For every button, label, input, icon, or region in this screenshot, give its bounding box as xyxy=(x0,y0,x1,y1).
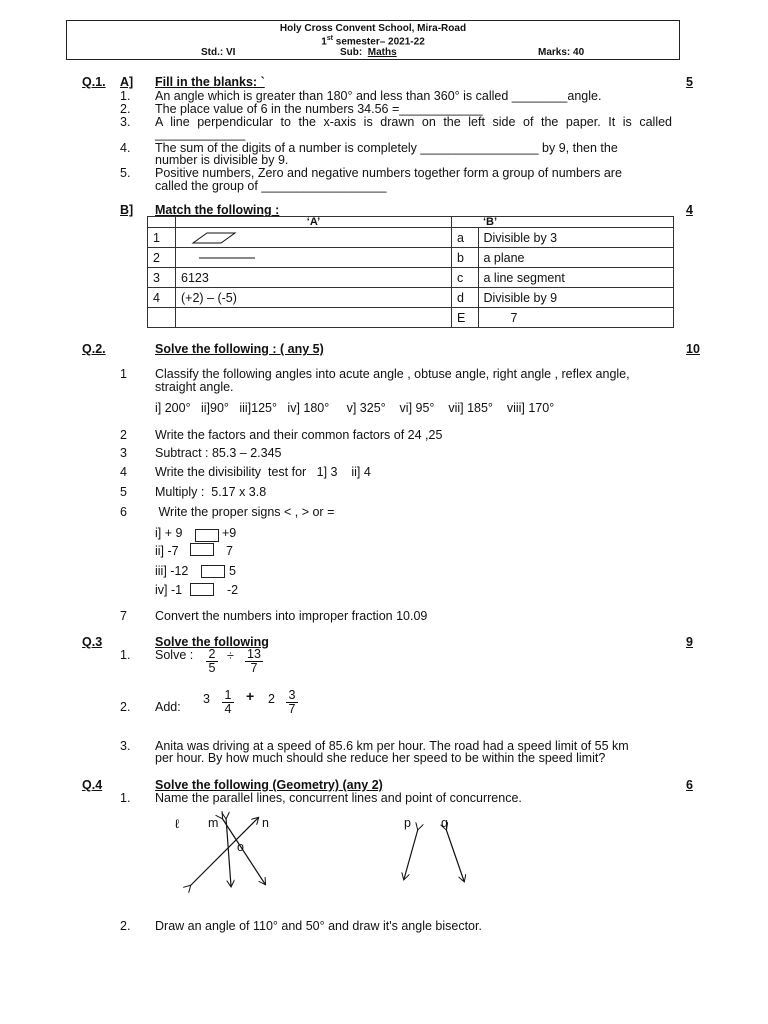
q1b-label: B] xyxy=(120,203,134,217)
row-letter: E xyxy=(452,308,479,328)
q4-item-text: Draw an angle of 110° and 50° and draw it's angle bisector. xyxy=(155,919,482,933)
q3-label: Q.3 xyxy=(82,635,103,649)
q2-label: Q.2. xyxy=(82,342,106,356)
q2-item-text: Classify the following angles into acute angle , obtuse angle, right angle , reflex angle, xyxy=(155,367,630,381)
q3-item-text: Anita was driving at a speed of 85.6 km per hour. The road had a speed limit of 55 km xyxy=(155,739,629,753)
q2-item-text: Subtract : 85.3 – 2.345 xyxy=(155,446,282,460)
q1a-title: Fill in the blanks: ` xyxy=(155,75,265,89)
row-letter: a xyxy=(452,228,479,248)
q4-item-num: 1. xyxy=(120,791,131,805)
q1-label: Q.1. xyxy=(82,75,106,89)
fraction: 2 5 xyxy=(206,648,218,675)
row-b-text: a line segment xyxy=(478,268,674,288)
plus-sign: + xyxy=(246,688,255,704)
sign-left: i] + 9 xyxy=(155,526,183,540)
sign-left: ii] -7 xyxy=(155,544,179,558)
q2-item-num: 7 xyxy=(120,609,127,623)
q4-marks: 6 xyxy=(686,778,693,792)
row-a-text: (+2) – (-5) xyxy=(176,288,452,308)
q3-title: Solve the following xyxy=(155,635,269,649)
q2-item-num: 2 xyxy=(120,428,127,442)
label-n: n xyxy=(262,816,269,830)
q4-title: Solve the following (Geometry) (any 2) xyxy=(155,778,383,792)
label-p: p xyxy=(404,816,411,830)
row-number: 4 xyxy=(148,288,176,308)
q1a-item-text: A line perpendicular to the x-axis is drawn on the left side of the paper. It is called xyxy=(155,115,672,129)
sign-right: 5 xyxy=(229,564,236,578)
q3-item-num: 3. xyxy=(120,739,131,753)
label-o: o xyxy=(237,840,244,854)
label-q: q xyxy=(441,816,448,830)
q1a-item-text: Positive numbers, Zero and negative numbers together form a group of numbers are xyxy=(155,166,622,180)
q2-item-text: Write the divisibility test for 1] 3 ii] 4 xyxy=(155,465,371,479)
q2-item-num: 5 xyxy=(120,485,127,499)
q3-solve-label: Solve : xyxy=(155,648,194,662)
q1a-marks: 5 xyxy=(686,75,693,89)
q4-item-text: Name the parallel lines, concurrent lines and point of concurrence. xyxy=(155,791,522,805)
semester: 1st semester– 2021-22 xyxy=(321,35,425,48)
row-letter: d xyxy=(452,288,479,308)
q1a-item-num: 3. xyxy=(120,115,131,129)
line-l xyxy=(190,818,258,886)
sign-right: 7 xyxy=(226,544,233,558)
row-number: 1 xyxy=(148,228,176,248)
q3-item-num: 2. xyxy=(120,700,131,714)
sign-right: +9 xyxy=(222,526,237,540)
whole-number: 3 xyxy=(203,692,210,706)
q2-item-text: straight angle. xyxy=(155,380,234,394)
q3-marks: 9 xyxy=(686,635,693,649)
whole-number: 2 xyxy=(268,692,275,706)
row-number: 2 xyxy=(148,248,176,268)
sign-right: -2 xyxy=(227,583,239,597)
q4-item-num: 2. xyxy=(120,919,131,933)
q1a-item-text: The sum of the digits of a number is completely _________________ by 9, then the xyxy=(155,141,618,155)
q3-add-label: Add: xyxy=(155,700,181,714)
q1b-marks: 4 xyxy=(686,203,693,217)
q2-title: Solve the following : ( any 5) xyxy=(155,342,324,356)
q1a-item-num: 1. xyxy=(120,89,131,103)
q2-item-text: Write the factors and their common factors of 24 ,25 xyxy=(155,428,443,442)
q2-item-num: 3 xyxy=(120,446,127,460)
q2-item-text: Convert the numbers into improper fraction 10.09 xyxy=(155,609,428,623)
q1a-item-num: 4. xyxy=(120,141,131,155)
line-p xyxy=(404,829,418,879)
q1a-item-text: The place value of 6 in the numbers 34.56 =____________ xyxy=(155,102,483,116)
q1a-item-text: called the group of __________________ xyxy=(155,179,387,193)
row-letter: b xyxy=(452,248,479,268)
q1b-title: Match the following : xyxy=(155,203,280,217)
fraction: 3 7 xyxy=(286,689,298,716)
q2-marks: 10 xyxy=(686,342,700,356)
q1a-label: A] xyxy=(120,75,134,89)
q4-label: Q.4 xyxy=(82,778,103,792)
fraction: 13 7 xyxy=(245,648,263,675)
q1a-item-num: 5. xyxy=(120,166,131,180)
marks: Marks: 40 xyxy=(538,47,585,58)
q1a-item-text: An angle which is greater than 180° and less than 360° is called ________angle. xyxy=(155,89,602,103)
q2-item-num: 6 xyxy=(120,505,127,519)
row-b-text: a plane xyxy=(478,248,674,268)
sign-left: iv] -1 xyxy=(155,583,183,597)
fraction: 1 4 xyxy=(222,689,234,716)
row-letter: c xyxy=(452,268,479,288)
row-b-text: Divisible by 3 xyxy=(478,228,674,248)
col-a-header: ‘A’ xyxy=(176,217,452,228)
label-l: ℓ xyxy=(175,817,180,831)
row-b-text: Divisible by 9 xyxy=(478,288,674,308)
q1a-item-text: number is divisible by 9. xyxy=(155,153,289,167)
col-b-header: ‘B’ xyxy=(478,217,674,228)
divide-sign: ÷ xyxy=(227,649,234,663)
q2-item-num: 4 xyxy=(120,465,127,479)
row-a-text: 6123 xyxy=(176,268,452,288)
q3-item-num: 1. xyxy=(120,648,131,662)
q2-angles-list: i] 200° ii]90° iii]125° iv] 180° v] 325° vi] 95° vii] 185° viii] 170° xyxy=(155,401,555,415)
q2-item-text: Multiply : 5.17 x 3.8 xyxy=(155,485,267,499)
q3-item-text: per hour. By how much should she reduce her speed to be within the speed limit? xyxy=(155,751,606,765)
label-m: m xyxy=(208,816,219,830)
sign-left: iii] -12 xyxy=(155,564,189,578)
school-name: Holy Cross Convent School, Mira-Road xyxy=(279,23,467,34)
q1a-item-text: _____________ xyxy=(155,127,246,141)
subject: Sub: Maths xyxy=(340,47,397,58)
q2-item-num: 1 xyxy=(120,367,127,381)
line-q xyxy=(446,829,464,881)
row-b-text: 7 xyxy=(478,308,674,328)
q1a-item-num: 2. xyxy=(120,102,131,116)
q2-item-text: Write the proper signs < , > or = xyxy=(155,505,335,519)
standard: Std.: VI xyxy=(201,47,236,58)
row-number: 3 xyxy=(148,268,176,288)
